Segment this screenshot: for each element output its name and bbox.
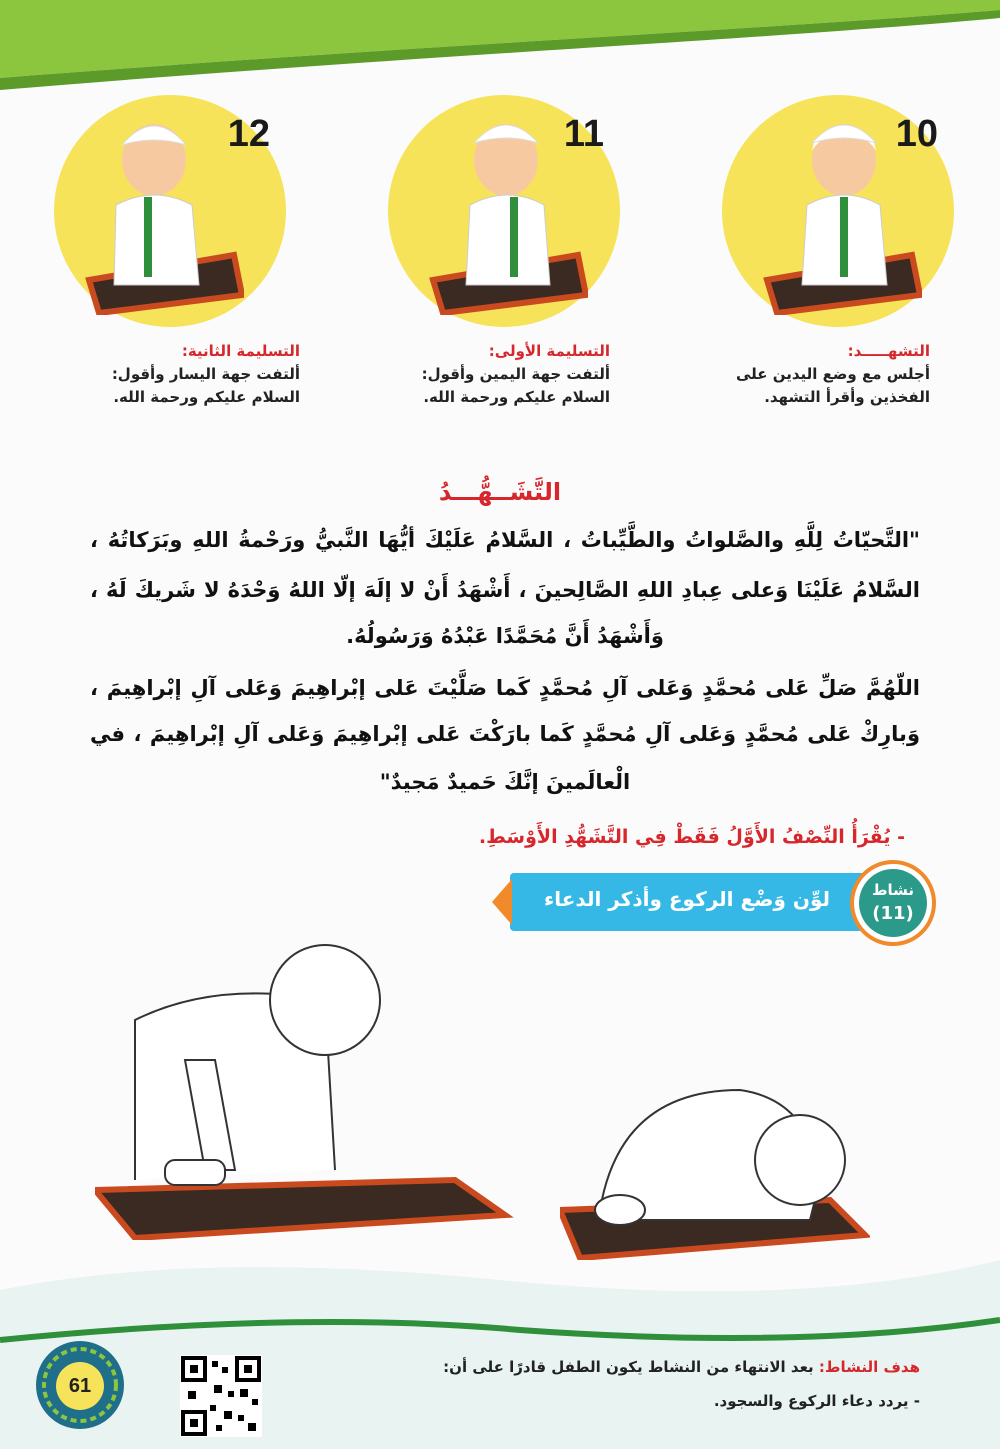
tashahhud-note: - يُقْرَأُ النِّصْفُ الأَوَّلُ فَقَطْ فِي التَّشَهُّدِ الأَوْسَطِ.	[478, 826, 905, 848]
top-decorative-band	[0, 0, 1000, 90]
caption-line: الفخذين وأقرأ التشهد.	[764, 388, 930, 406]
activity-number: (11)	[872, 903, 914, 924]
dua-line: الْعالَمينَ إنَّكَ حَميدٌ مَجيدٌ"	[379, 770, 631, 794]
banner-arrow-icon	[492, 879, 512, 925]
step-caption-11	[380, 340, 610, 409]
activity-instruction: لوِّن وَضْع الركوع وأذكر الدعاء	[544, 887, 830, 911]
step-card-12	[34, 95, 304, 335]
caption-line: السلام عليكم ورحمة الله.	[423, 388, 610, 406]
dua-line: اللّهُمَّ صَلِّ عَلى مُحمَّدٍ وَعَلى آلِ مُحمَّدٍ كَما صَلَّيْتَ عَلى إبْراهِيمَ وَعَلى آلِ إبْراهِيمَ ،	[90, 676, 920, 700]
tashahhud-title: التَّشَــهُّـــدُ	[438, 478, 562, 506]
step-number: 11	[563, 113, 604, 155]
goal-text: بعد الانتهاء من النشاط يكون الطفل قادرًا على أن:	[443, 1358, 819, 1376]
goal-item: - يردد دعاء الركوع والسجود.	[713, 1392, 920, 1410]
caption-line: ألتفت جهة اليسار وأقول:	[111, 365, 300, 383]
step-number: 10	[895, 113, 938, 155]
boy-turning-left-illustration	[84, 105, 244, 315]
activity-badge	[850, 860, 936, 946]
goal-title: هدف النشاط:	[818, 1358, 920, 1376]
activity-label: نشاط	[871, 881, 915, 899]
dua-line: السَّلامُ عَلَيْنَا وَعلى عِبادِ اللهِ الصَّالِحينَ ، أَشْهَدُ أَنْ لا إلَهَ إلّا اللهُ وَحْدَهُ لا شَريكَ لَهُ ،	[90, 578, 920, 602]
dua-line: "التَّحيّاتُ لِلَّهِ والصَّلواتُ والطَّيِّباتُ ، السَّلامُ عَلَيْكَ أيُّهَا النَّبيُّ ورَحْمةُ اللهِ وبَرَكاتُهُ ،	[90, 528, 920, 552]
caption-title: التشهـــــد:	[847, 342, 930, 360]
activity-badge-inner	[859, 869, 927, 937]
qr-code[interactable]	[180, 1355, 262, 1437]
step-card-11	[368, 95, 638, 335]
step-number: 12	[227, 113, 270, 155]
caption-title: التسليمة الأولى:	[488, 342, 610, 360]
activity-banner	[510, 873, 905, 931]
caption-line: أجلس مع وضع اليدين على	[735, 365, 930, 383]
step-caption-10	[700, 340, 930, 409]
dua-line: وَبارِكْ عَلى مُحمَّدٍ وَعَلى آلِ مُحمَّدٍ كَما بارَكْتَ عَلى إبْراهِيمَ وَعَلى آلِ إبْراهِيمَ ، في	[90, 722, 920, 746]
caption-title: التسليمة الثانية:	[181, 342, 300, 360]
caption-line: ألتفت جهة اليمين وأقول:	[421, 365, 610, 383]
step-card-10	[702, 95, 972, 335]
page-number: 61	[56, 1362, 104, 1410]
boy-turning-right-illustration	[428, 105, 588, 315]
caption-line: السلام عليكم ورحمة الله.	[113, 388, 300, 406]
boy-sitting-tashahhud-illustration	[762, 105, 922, 315]
activity-goal	[443, 1358, 920, 1376]
step-caption-12	[70, 340, 300, 409]
dua-line: وَأَشْهَدُ أَنَّ مُحَمَّدًا عَبْدُهُ وَرَسُولُهُ.	[346, 624, 664, 648]
footer-decorative-wave	[0, 1230, 1000, 1449]
qr-code-icon	[180, 1355, 262, 1437]
boy-ruku-outline-illustration	[95, 940, 515, 1240]
